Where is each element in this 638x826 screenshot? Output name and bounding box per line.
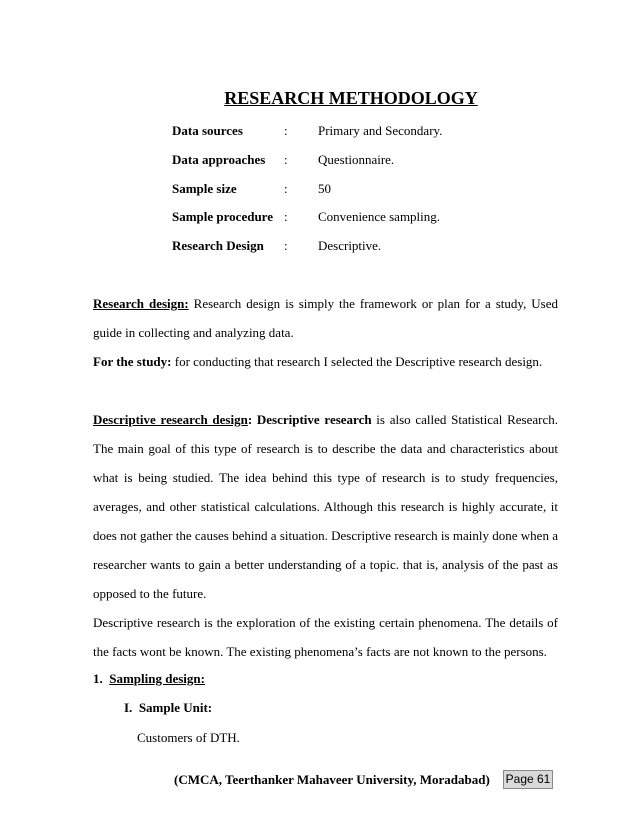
summary-value: Descriptive. — [318, 238, 382, 253]
sample-unit-text: Customers of DTH. — [137, 730, 240, 745]
sample-unit-number: I. — [124, 700, 133, 715]
summary-colon: : — [284, 152, 288, 167]
summary-value: Questionnaire. — [318, 152, 395, 167]
sampling-heading-text: Sampling design: — [109, 671, 205, 686]
summary-value: Primary and Secondary. — [318, 123, 443, 138]
descriptive-paragraph — [93, 405, 558, 608]
sampling-number: 1. — [93, 671, 103, 686]
summary-label: Sample procedure — [172, 209, 273, 224]
summary-colon: : — [284, 209, 288, 224]
research-design-text: Research design is simply the framework or plan for a study, Used guide in collecting and analyzing data. — [93, 296, 558, 340]
summary-label: Data approaches — [172, 152, 266, 167]
for-study-text: for conducting that research I selected the Descriptive research design. — [171, 354, 543, 369]
summary-value: 50 — [318, 181, 331, 196]
descriptive-section — [93, 405, 558, 666]
descriptive-heading: Descriptive research design — [93, 412, 248, 427]
summary-colon: : — [284, 181, 288, 196]
summary-label: Data sources — [172, 123, 243, 138]
summary-label: Research Design — [172, 238, 264, 253]
sample-unit-heading-text: Sample Unit: — [138, 700, 213, 715]
research-design-section — [93, 289, 558, 376]
descriptive-bold-lead: : Descriptive research — [247, 412, 372, 427]
for-study-paragraph — [93, 347, 558, 376]
descriptive-text: is also called Statistical Research. The main goal of this type of research is to describe the data and characteristics about what is being studied. The idea behind this type of research is to study frequencies, averages, and other statistical calculations. Although this research is highly accurate, it does not gather the causes behind a situation. Descriptive research is mainly done when a researcher wants to gain a better understanding of a topic. that is, analysis of the past as opposed to the future. — [93, 412, 558, 601]
research-design-heading: Research design: — [93, 296, 189, 311]
footer-institution: (CMCA, Teerthanker Mahaveer University, Moradabad) — [174, 772, 490, 787]
sampling-heading — [93, 671, 205, 687]
for-study-heading: For the study: — [93, 354, 172, 369]
summary-colon: : — [284, 238, 288, 253]
page-number-box: Page 61 — [503, 770, 553, 789]
summary-colon: : — [284, 123, 288, 138]
summary-label: Sample size — [172, 181, 237, 196]
descriptive-paragraph-2: Descriptive research is the exploration of the existing certain phenomena. The details of the facts wont be known. The existing phenomena’s facts are not known to the persons. — [93, 615, 558, 659]
summary-value: Convenience sampling. — [318, 209, 441, 224]
page-title: RESEARCH METHODOLOGY — [224, 88, 478, 108]
sample-unit-heading — [124, 700, 212, 716]
research-design-paragraph — [93, 289, 558, 347]
